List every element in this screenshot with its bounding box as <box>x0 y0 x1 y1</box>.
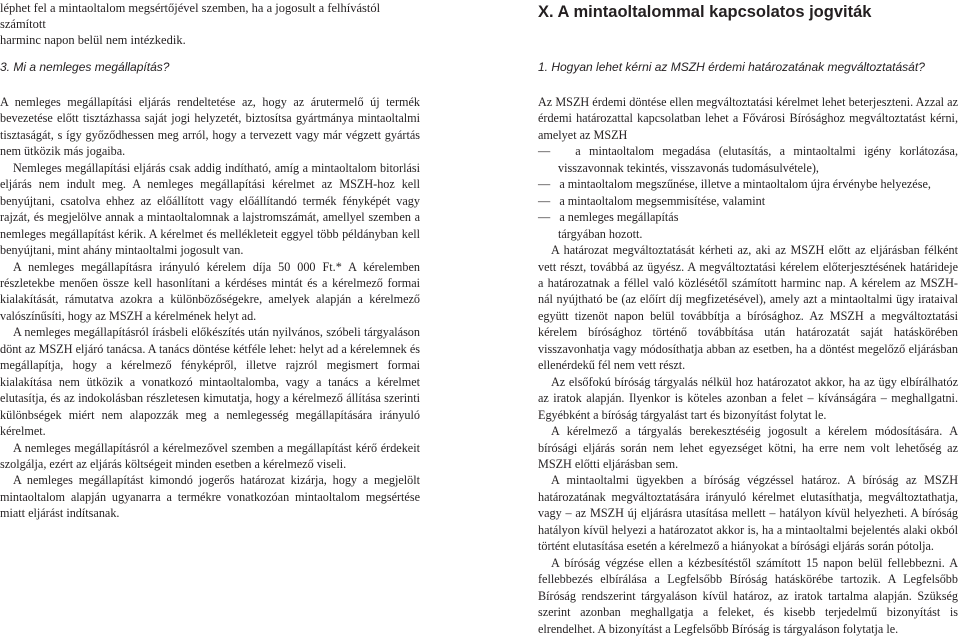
paragraph: A nemleges megállapításról írásbeli előkészítés után nyilvános, szóbeli tárgyaláson dönt az MSZH eljáró tanácsa. A tanács döntése kétféle lehet: helyt ad a kérelemnek és megállapítja, hogy a kérelmező fényképről, illetve rajzról megismert formai kialakítása nem ütközik a vonatkozó mintaoltalomba, vagy a tanács a kérelmet elutasítja, és az indokolásban részletesen kimutatja, hogy a kérelmező állítása szerinti különbségek miért nem alapozzák meg a nemlegesség megállapítására irányuló kérelmet. <box>0 325 420 439</box>
paragraph: A nemleges megállapításról a kérelmezővel szemben a megállapítást kérő érdekeit szolgálja, ezért az eljárás költségeit minden esetben a kérelmező viseli. <box>0 440 420 471</box>
dash-item-text: a nemleges megállapítás <box>559 210 679 225</box>
right-body <box>538 94 958 637</box>
paragraph: A határozat megváltoztatását kérheti az, aki az MSZH előtt az eljárásban félként vett részt, továbbá az ügyész. A megváltoztatási kérelem előterjesztésének határideje a határozatnak a féllel való közlésétől számított harminc nap. A kérelem az MSZH-nál nyújtható be (az előírt díj megfizetésével), amely azt a mintaoltalmi ügy irataival együtt tizenöt napon belül továbbítja a bírósághoz. Az MSZH a megváltoztatási kérelem bírósághoz történő továbbítása után határozatát saját hatáskörében visszavonhatja vagy módosíthatja abban az esetben, ha a döntést megelőző eljárásban ellenérdekű fél nem vett részt. <box>538 243 958 373</box>
dash-list-item: — a mintaoltalom megszűnése, illetve a mintaoltalom újra érvénybe helyezése, <box>538 177 931 192</box>
dash-tail: tárgyában hozott. <box>558 226 643 241</box>
paragraph: A nemleges megállapítást kimondó jogerős határozat kizárja, hogy a megjelölt mintaoltalom alapján ugyanarra a termékre vonatkozóan mintaoltalom megsértése miatt eljárást indítsanak. <box>0 473 420 521</box>
question-heading: 3. Mi a nemleges megállapítás? <box>0 60 170 74</box>
paragraph: A nemleges megállapításra irányuló kérelem díja 50 000 Ft.* A kérelemben részletekbe menően össze kell hasonlítani a kérdéses mintát és a kérelmező formai kialakítását, rámutatva azokra a különbözőségekre, amelyek alapján a kérelmező valószínűsíti, hogy az MSZH a kérelmének helyt ad. <box>0 259 420 323</box>
continuation-text <box>0 0 420 48</box>
paragraph: A kérelmező a tárgyalás berekesztéséig jogosult a kérelem módosítására. A bírósági eljárás során nem lehet egyezséget kötni, ha erre nem volt lehetőség az MSZH előtti eljárásban sem. <box>538 424 958 471</box>
question-heading: 1. Hogyan lehet kérni az MSZH érdemi határozatának megváltoztatását? <box>538 60 925 74</box>
paragraph: Nemleges megállapítási eljárás csak addig indítható, amíg a mintaoltalom bitorlási eljárás nem indult meg. A nemleges megállapítási kérelmet az MSZH-hoz kell benyújtani, csatolva ehhez az előállított vagy előállítandó termék fényképét vagy rajzát, és megjelölve annak a mintaoltalomnak a lajstromszámát, amellyel szemben a nemleges megállapítást kérik. A kérelmet és mellékleteit eggyel több példányban kell benyújtani, mint ahány mintaoltalmi jogosult van. <box>0 160 420 258</box>
left-body <box>0 94 420 522</box>
paragraph: A mintaoltalmi ügyekben a bíróság végzéssel határoz. A bíróság az MSZH határozatának megváltoztatására irányuló kérelmet elutasíthatja, megváltoztathatja, vagy – az MSZH új eljárásra utasítása mellett – hatályon kívül helyezheti. A bíróság hatályon kívül helyezi a határozatot akkor is, ha a mintaoltalmi bejelentés alaki okból történt elutasítása esetén a kérelmező a hiányokat a bírósági eljárás során pótolja. <box>538 473 958 554</box>
paragraph: A bíróság végzése ellen a kézbesítéstől számított 15 napon belül fellebbezni. A fellebbezés elbírálása a Legfelsőbb Bíróság hatáskörébe tartozik. A Legfelsőbb Bíróság rendszerint tárgyaláson kívül határoz, az iratok tartalma alapján. Szükség szerint azonban meghallgatja a feleket, és kisebb terjedelmű bizonyítást is elrendelhet. A bizonyítást a Legfelsőbb Bíróság is tárgyaláson folytatja le. <box>538 555 958 636</box>
section-title: X. A mintaoltalommal kapcsolatos jogviták <box>538 3 872 21</box>
dash-item-text: a mintaoltalom megadása (elutasítás, a mintaoltalmi igény korlátozása, visszavonnak tekintés, visszavonás tudomásulvétele), <box>558 144 958 175</box>
left-column <box>0 0 420 521</box>
dash-list-item: — a mintaoltalom megsemmisítése, valamint <box>538 193 766 208</box>
continuation-line: harminc napon belül nem intézkedik. <box>0 33 186 47</box>
paragraph: A nemleges megállapítási eljárás rendeltetése az, hogy az árutermelő új termék bevezetése előtt tisztázhassa saját jogi helyzetét, biztosítsa gyártmánya mintaoltalmi tisztaságát, s így győződhessen meg arról, hogy a tervezett vagy már végzett gyártás nem ütközik más jogaiba. <box>0 95 420 159</box>
paragraph: Az elsőfokú bíróság tárgyalás nélkül hoz határozatot akkor, ha az ügy elbírálhatóz az iratok alapján. Ilyenkor is köteles azonban a felet – kívánságára – meghallgatni. Egyébként a bíróság tárgyalást tart és bizonyítást folytat le. <box>538 374 958 422</box>
paragraph: Az MSZH érdemi döntése ellen megváltoztatási kérelmet lehet beterjeszteni. Azzal az érdemi határozattal kapcsolatban lehet a Fővárosi Bírósághoz megváltoztatást kérni, amelyet az MSZH <box>538 95 958 142</box>
dash-list-item: — a mintaoltalom megadása (elutasítás, a mintaoltalmi igény korlátozása, visszavonnak tekintés, visszavonás tudomásulvétele), <box>538 144 958 175</box>
continuation-line: léphet fel a mintaoltalom megsértőjével szemben, ha a jogosult a felhívástól számított <box>0 1 381 31</box>
dash-list-item: — a nemleges megállapítás <box>538 210 679 225</box>
dash-item-text: a mintaoltalom megsemmisítése, valamint <box>559 193 766 208</box>
dash-item-text: a mintaoltalom megszűnése, illetve a mintaoltalom újra érvénybe helyezése, <box>559 177 931 192</box>
